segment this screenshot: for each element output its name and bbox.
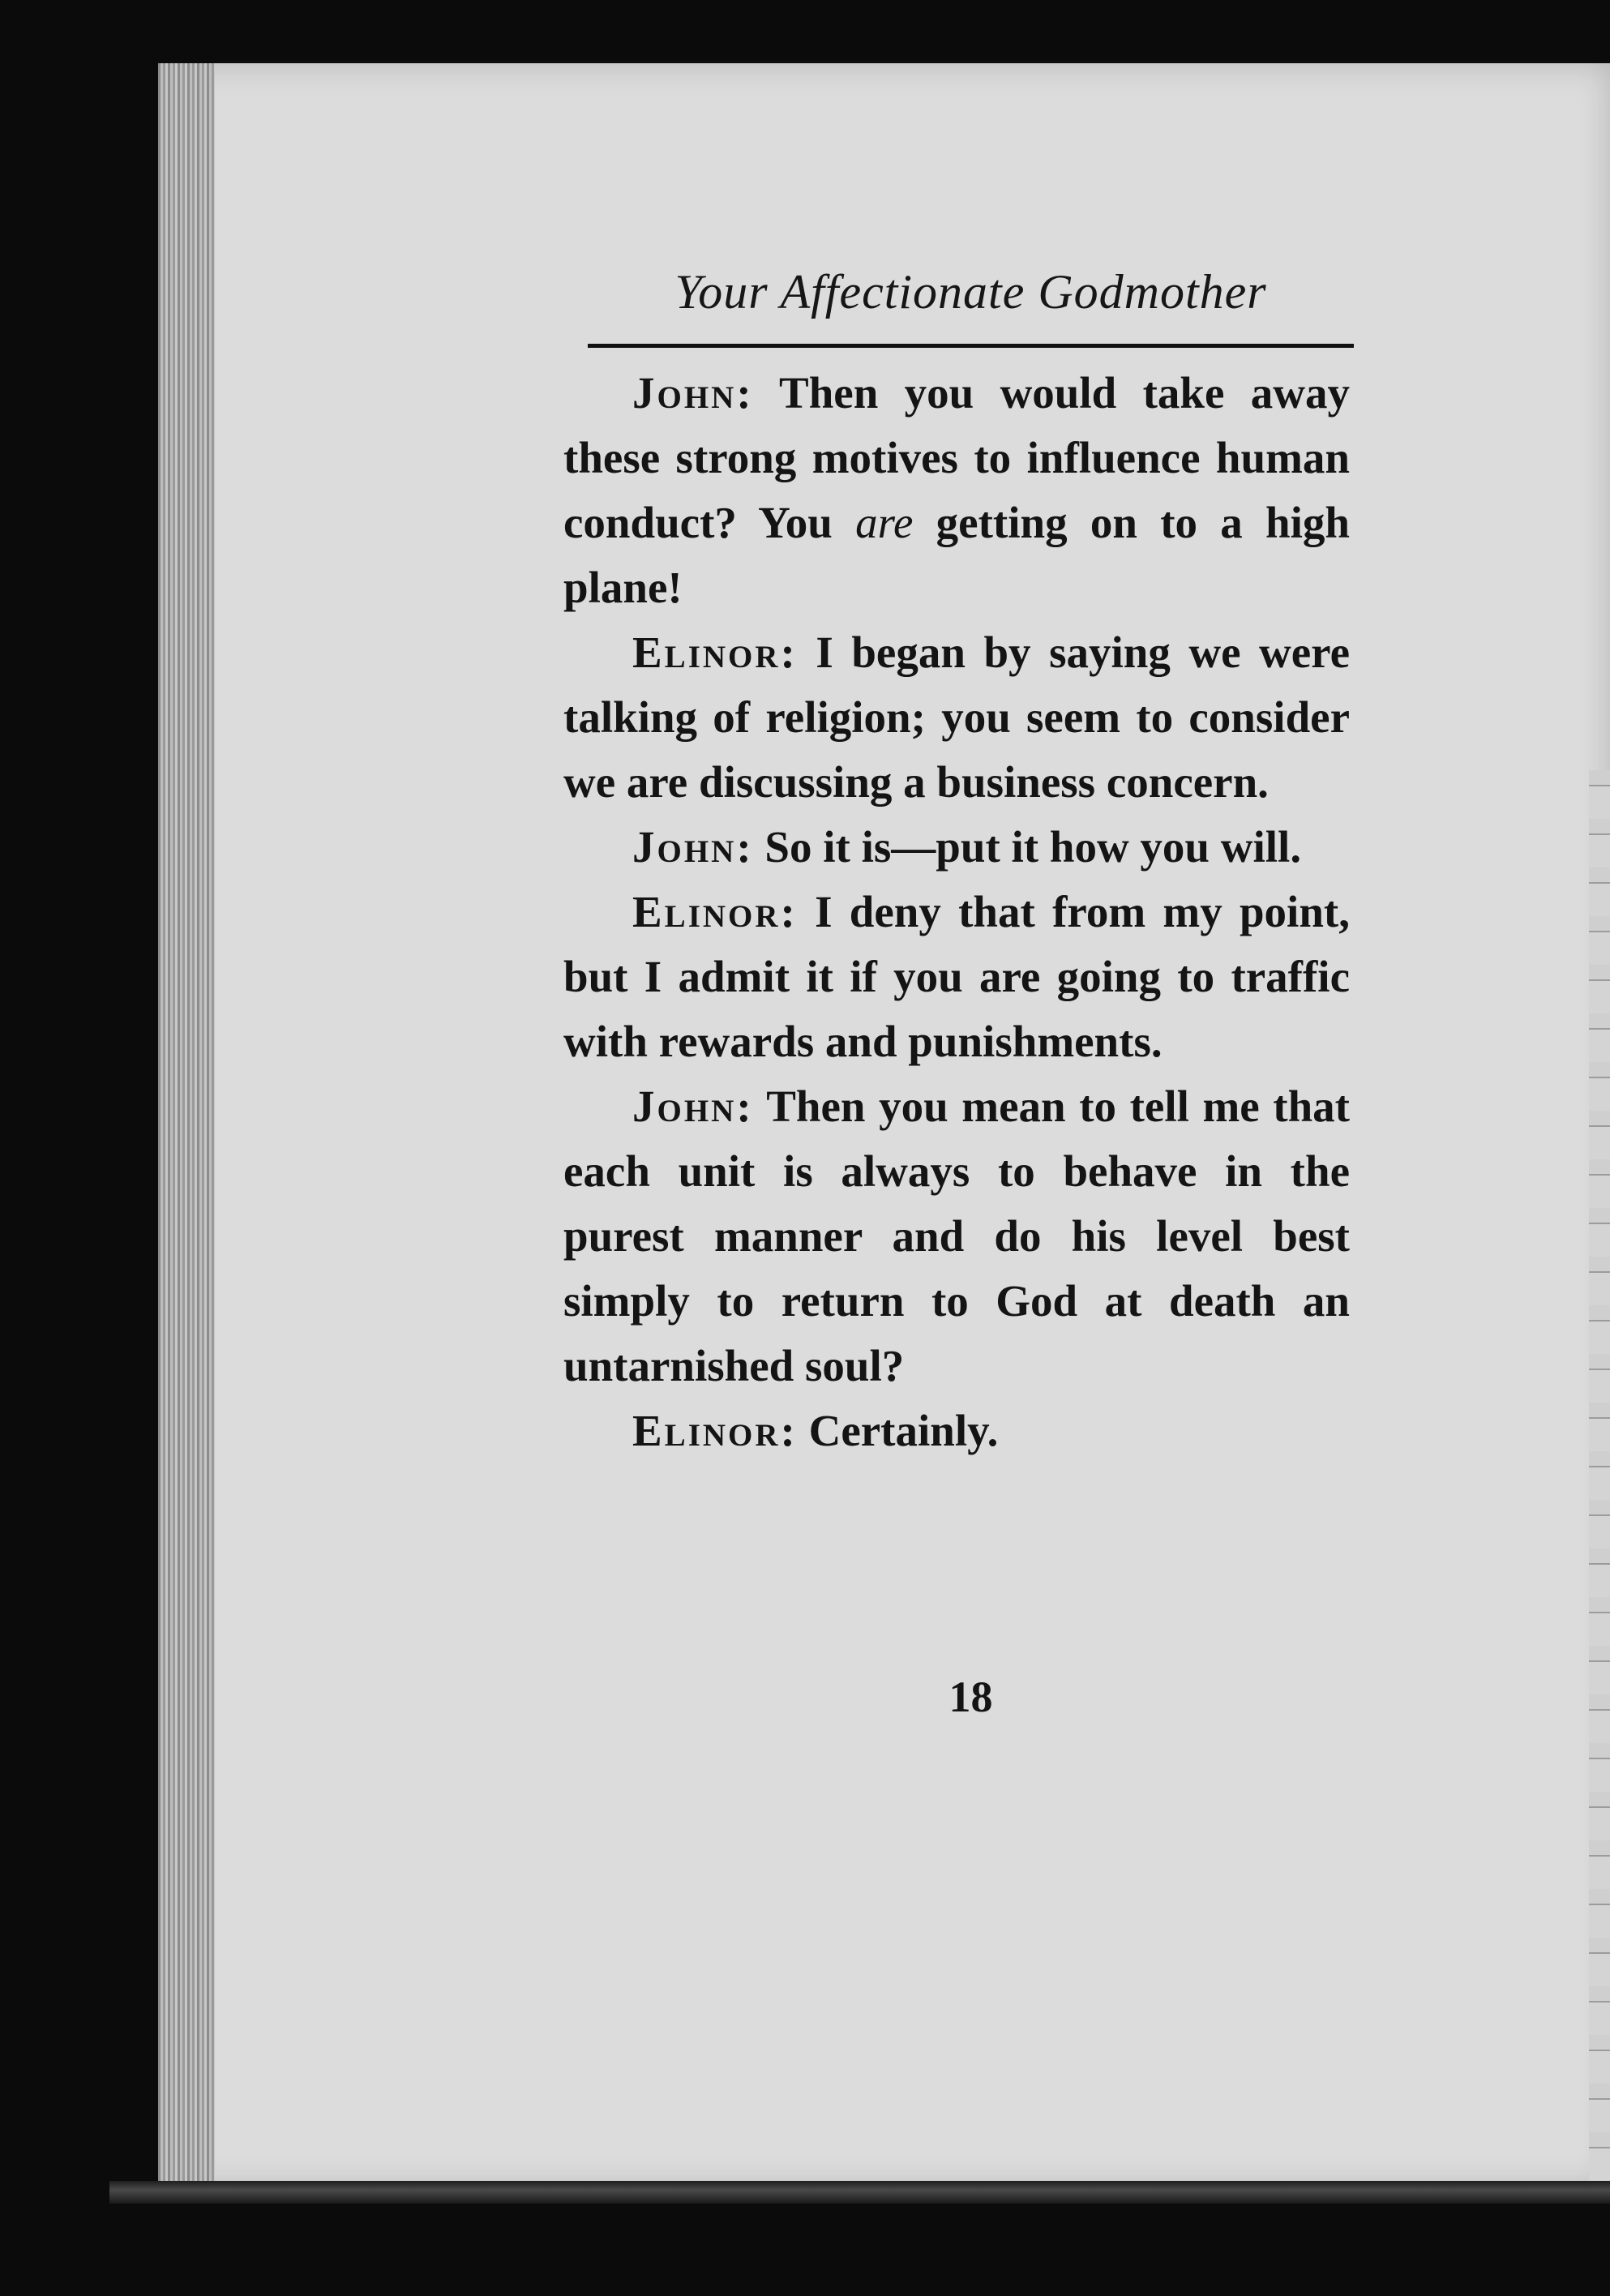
dialogue-line: I deny that from my point, but I admit it if you are going to traffic with rewards and punishments. bbox=[563, 887, 1350, 1066]
speaker-label: John: bbox=[632, 368, 754, 418]
page-number: 18 bbox=[948, 1673, 993, 1721]
dialogue-paragraph bbox=[563, 1074, 1350, 1399]
page-gutter-edge bbox=[158, 63, 215, 2187]
dialogue-line: getting on to a high plane! bbox=[563, 498, 1350, 612]
dialogue-paragraph bbox=[563, 361, 1350, 620]
book-bottom-edge bbox=[109, 2181, 1610, 2204]
dialogue-line: Then you would take away these strong motives to influence human conduct? You bbox=[563, 368, 1350, 547]
facing-page-edge bbox=[1589, 770, 1610, 2197]
dialogue-paragraph bbox=[563, 815, 1350, 880]
speaker-label: Elinor: bbox=[632, 887, 798, 936]
dialogue-paragraph bbox=[563, 1399, 1350, 1463]
dialogue-line: I began by saying we were talking of religion; you seem to consider we are discussing a business concern. bbox=[563, 628, 1350, 807]
dialogue-line: Then you mean to tell me that each unit is always to behave in the purest manner and do his level best simply to return to God at death an untarnished soul? bbox=[563, 1082, 1350, 1390]
running-header: Your Affectionate Godmother bbox=[674, 265, 1267, 319]
dialogue-line: Certainly. bbox=[797, 1406, 999, 1455]
dialogue-paragraph bbox=[563, 620, 1350, 815]
speaker-label: John: bbox=[632, 1082, 754, 1131]
dialogue-text bbox=[563, 361, 1350, 1463]
speaker-label: John: bbox=[632, 822, 754, 872]
header-rule bbox=[588, 344, 1354, 348]
dialogue-paragraph bbox=[563, 880, 1350, 1074]
speaker-label: Elinor: bbox=[632, 628, 798, 677]
dialogue-line: So it is—put it how you will. bbox=[753, 822, 1302, 872]
speaker-label: Elinor: bbox=[632, 1406, 798, 1455]
emphasized-word: are bbox=[855, 498, 914, 547]
